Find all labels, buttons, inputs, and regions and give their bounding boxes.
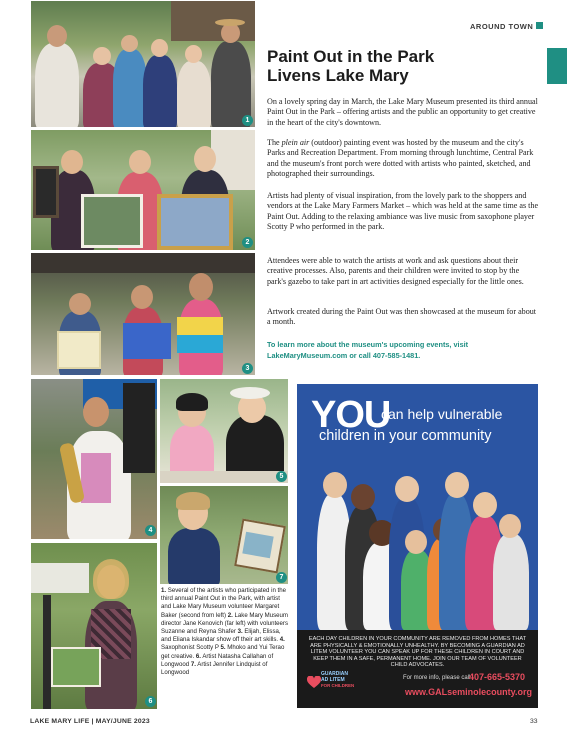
caption-number: 2. xyxy=(227,611,233,619)
caption-text: Artist Natasha Callahan of Longwood xyxy=(161,652,274,668)
photo-number-badge: 2 xyxy=(242,237,253,248)
ad-headline-you: YOU xyxy=(311,394,391,436)
caption-number: 6. xyxy=(195,652,201,660)
caption-text: Mhoko and Yui Terao get creative. xyxy=(161,644,285,660)
paragraph-2-body: (outdoor) painting event was hosted by the museum and the city's Parks and Recreation Department. From morning through lunchtime, Central Park and the museum's front porch were dotted with artists who painted, sketched, and photographed their surroundings. xyxy=(267,138,534,179)
caption-number: 1. xyxy=(161,587,167,594)
caption-text: Lake Mary Museum director Jane Kenovich (far left) with volunteers Suzanne and Reyna Shafer xyxy=(161,611,289,636)
publication-footer: LAKE MARY LIFE | MAY/JUNE 2023 xyxy=(30,718,150,725)
section-marker xyxy=(536,22,543,29)
page-edge-tab xyxy=(547,48,567,84)
ad-headline-line-2: children in your community xyxy=(319,428,492,444)
article-paragraph-5: Artwork created during the Paint Out was then showcased at the museum for about a month. xyxy=(267,307,537,327)
photo-number-badge: 7 xyxy=(276,572,287,583)
article-paragraph-2 xyxy=(267,138,539,180)
photo-2-director-volunteers xyxy=(30,129,256,251)
plein-air-term: plein air xyxy=(281,138,310,147)
article-call-to-action: To learn more about the museum's upcoming events, visit LakeMaryMuseum.com or call 407-585-1481. xyxy=(267,340,469,360)
caption-text: Elijah, Elissa, and Eliana Iskandar show off their art skills. xyxy=(161,628,281,644)
caption-number: 3. xyxy=(237,628,243,636)
ad-org-line-1: GUARDIAN xyxy=(321,671,348,677)
photo-number-badge: 4 xyxy=(145,525,156,536)
ad-children-photo xyxy=(297,454,538,630)
ad-org-line-2: AD LITEM xyxy=(321,677,345,683)
ad-headline-line-1: can help vulnerable xyxy=(381,406,503,422)
photo-4-saxophonist xyxy=(30,378,158,540)
caption-number: 4. xyxy=(279,636,285,644)
photo-captions xyxy=(161,587,289,677)
ad-website-link[interactable]: www.GALseminolecounty.org xyxy=(405,687,533,697)
photo-number-badge: 1 xyxy=(242,115,253,126)
page-number: 33 xyxy=(530,718,538,725)
photo-number-badge: 3 xyxy=(242,363,253,374)
guardian-ad-litem-ad[interactable] xyxy=(297,384,538,708)
photo-7-artist-easel xyxy=(159,485,289,585)
article-headline xyxy=(267,47,537,85)
headline-line-1: Paint Out in the Park xyxy=(267,47,435,66)
ad-org-line-3: FOR CHILDREN xyxy=(321,683,355,688)
ad-organization-name xyxy=(321,671,354,689)
photo-5-mother-daughter xyxy=(159,378,289,484)
photo-number-badge: 6 xyxy=(145,696,156,707)
ad-phone-number[interactable]: 407-665-5370 xyxy=(469,672,526,682)
section-label: AROUND TOWN xyxy=(470,22,534,31)
ad-footer-panel xyxy=(297,630,538,708)
photo-1-artists-group xyxy=(30,0,256,128)
caption-text: Several of the artists who participated in the third annual Paint Out in the Park, with artist and Lake Mary Museum volunteer Margaret Baker (second from left) xyxy=(161,587,287,619)
article-paragraph-3: Artists had plenty of visual inspiration, from the lovely park to the shoppers and vendors at the Lake Mary Farmers Market – which was held at the same time as the Paint Out. Adding to the relaxing ambiance was live music from saxophone player Scotty P who performed in the park. xyxy=(267,191,539,232)
photo-number-badge: 5 xyxy=(276,471,287,482)
headline-line-2: Livens Lake Mary xyxy=(267,66,409,85)
caption-number: 5. xyxy=(220,644,226,652)
article-paragraph-4: Attendees were able to watch the artists at work and ask questions about their creative processes. Also, parents and their children were invited to stop by the park's gazebo to take part in art activities designed especially for the little ones. xyxy=(267,256,524,286)
ad-body-text: EACH DAY CHILDREN IN YOUR COMMUNITY ARE REMOVED FROM HOMES THAT ARE PHYSICALLY & EMOTIONALLY UNHEALTHY. BY BECOMING A GUARDIAN AD LITEM VOLUNTEER YOU CAN SPEAK UP FOR THESE CHILDREN IN COURT AND KEEP THEM IN A SAFE, PERMANENT HOME. JOIN OUR TEAM OF VOLUNTEER CHILD ADVOCATES. xyxy=(308,636,527,669)
caption-text: Artist Jennifer Lindquist of Longwood xyxy=(161,660,268,677)
article-paragraph-1: On a lovely spring day in March, the Lake Mary Museum presented its third annual Paint Out in the Park – offering artists and the public an opportunity to get creative in the heart of the city's downtown. xyxy=(267,97,538,127)
caption-text: Saxophonist Scotty P xyxy=(161,644,221,652)
photo-6-artist-canvas xyxy=(30,542,158,710)
caption-number: 7. xyxy=(190,660,196,668)
paragraph-2-lead: The xyxy=(267,138,282,147)
ad-info-label: For more info, please call xyxy=(403,675,471,681)
photo-3-children-art xyxy=(30,252,256,376)
